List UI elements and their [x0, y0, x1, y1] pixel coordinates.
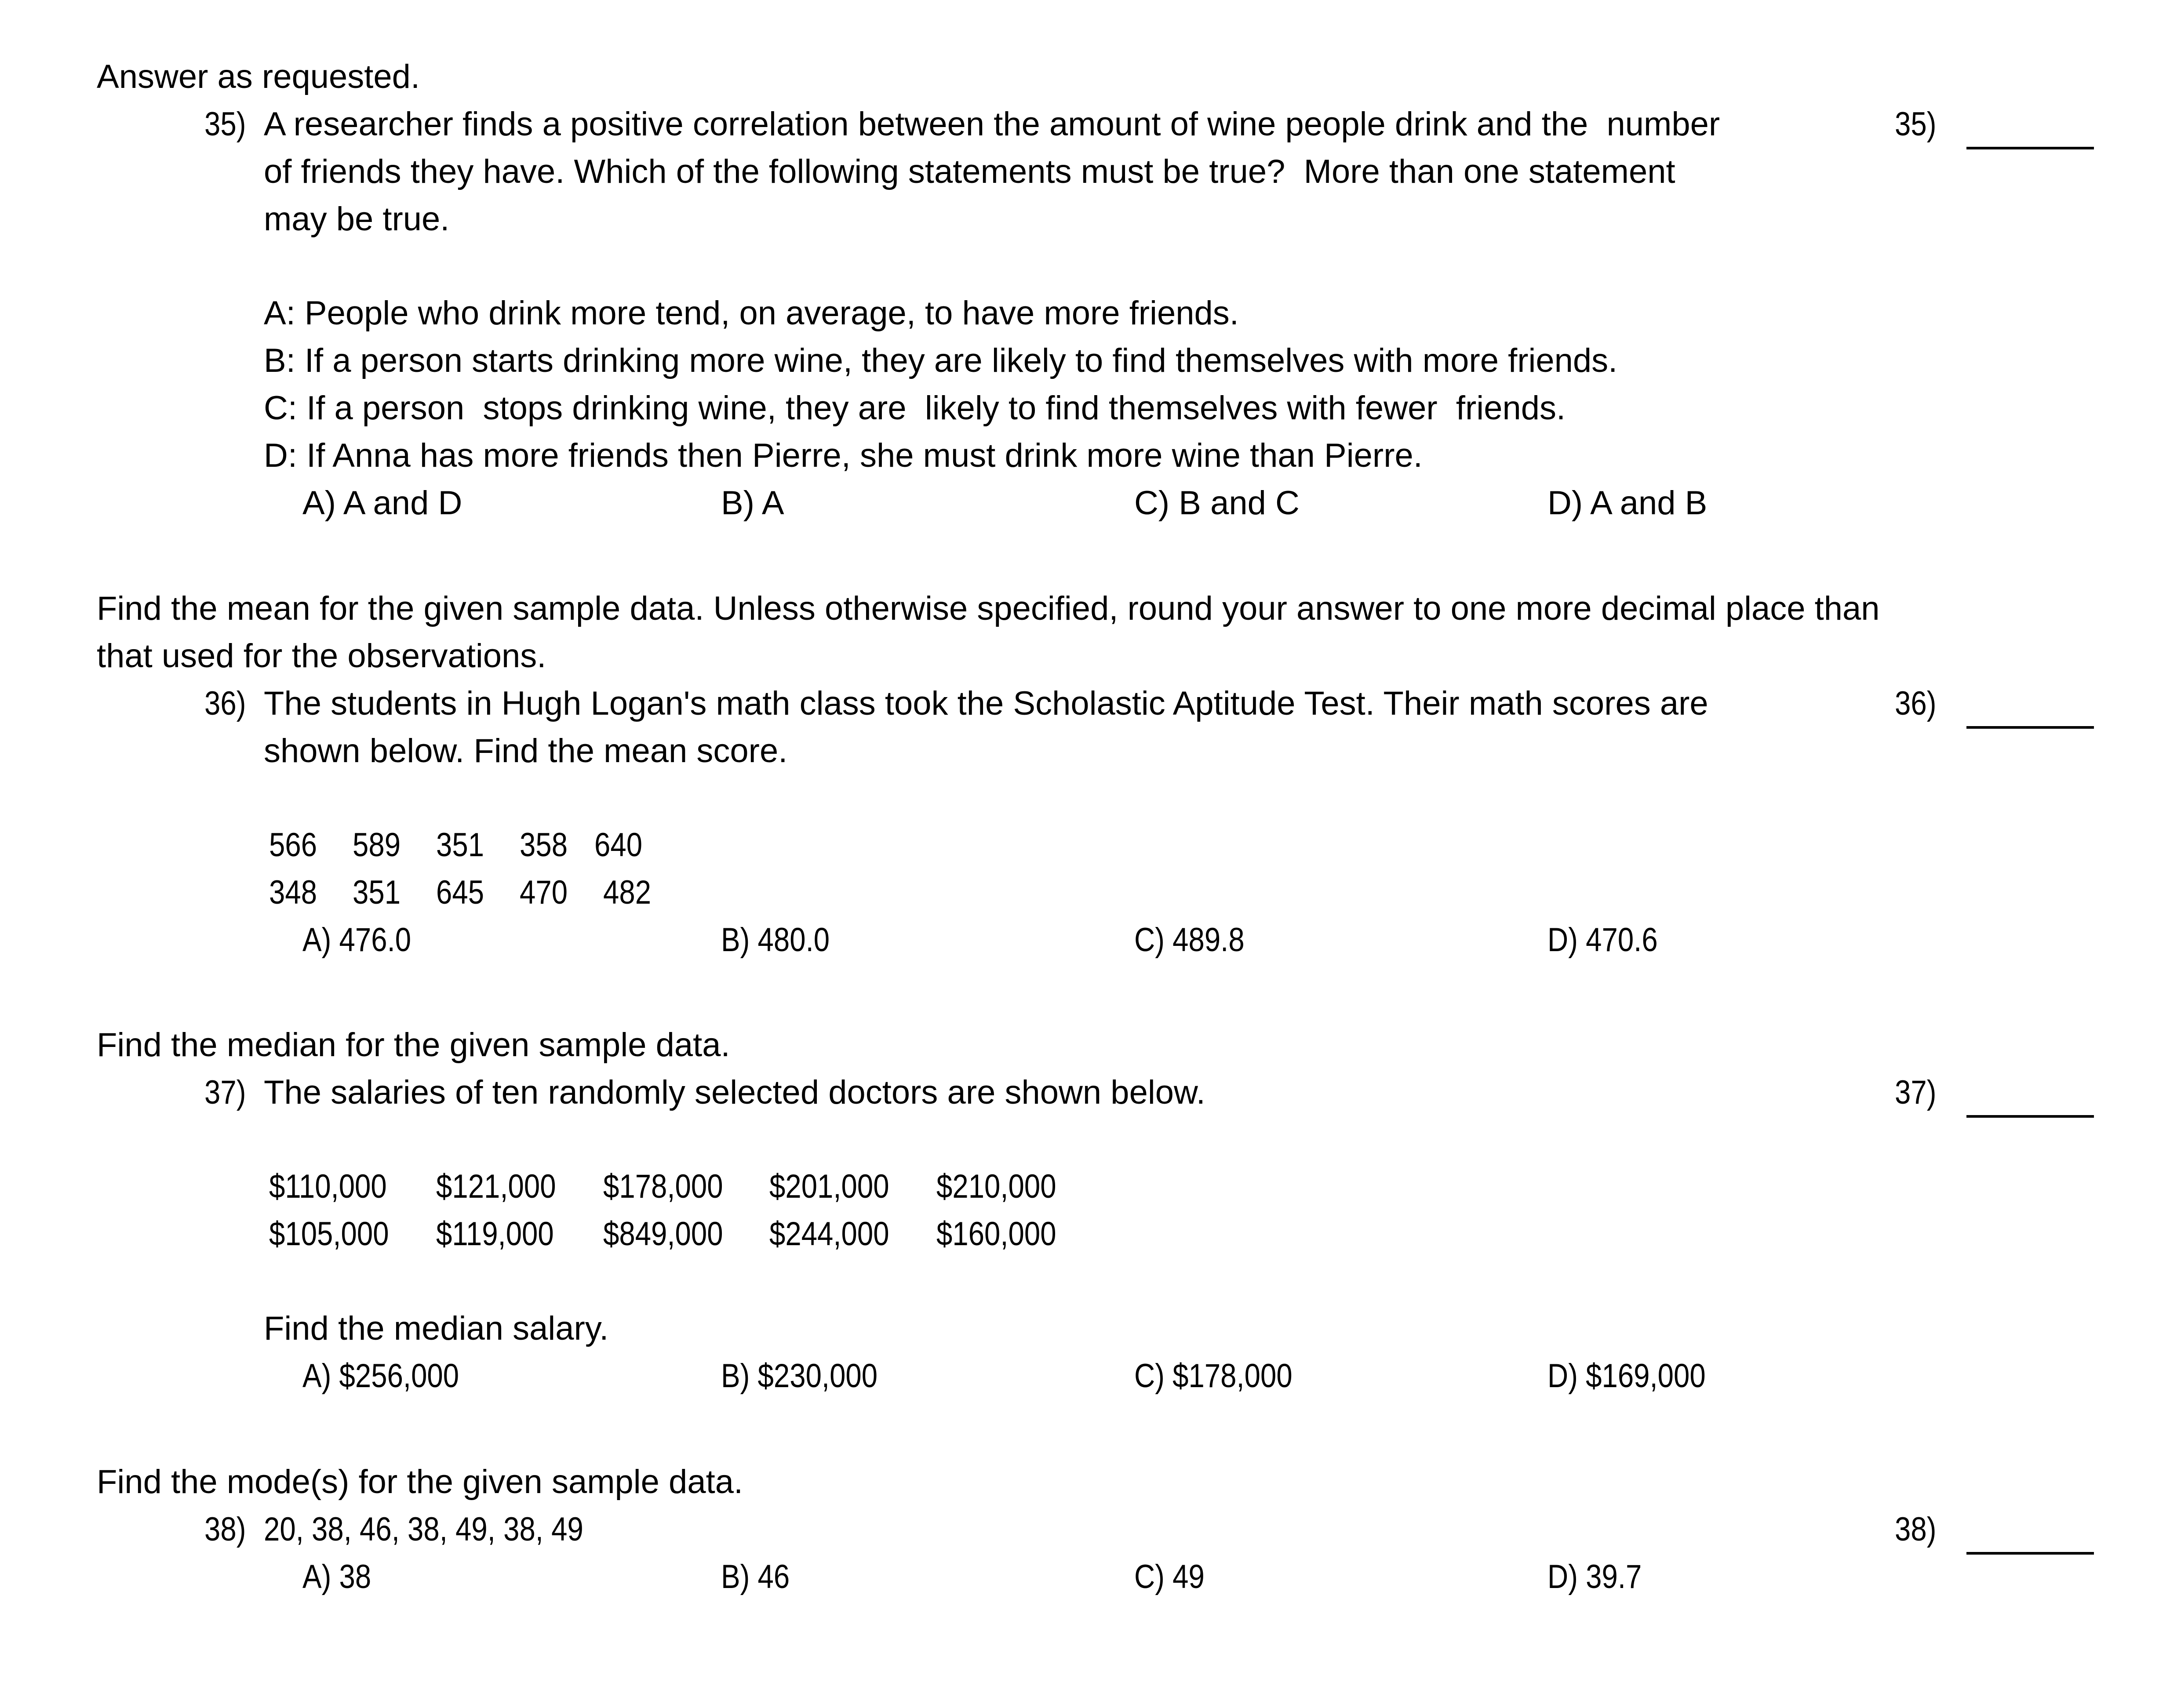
data-value: $110,000 [269, 1168, 387, 1205]
data-value: 645 [436, 874, 484, 911]
answer-blank[interactable] [1966, 1115, 2094, 1118]
data-value: $244,000 [769, 1215, 889, 1253]
section-instruction: Find the mode(s) for the given sample data. [97, 1463, 743, 1501]
choice-b[interactable]: B) A [721, 484, 784, 522]
choice-a[interactable]: A) $256,000 [302, 1357, 459, 1395]
choice-b[interactable]: B) $230,000 [721, 1357, 878, 1395]
choice-b[interactable]: B) 480.0 [721, 921, 830, 959]
margin-question-number: 36) [1895, 685, 1937, 722]
question-stem: may be true. [264, 200, 450, 238]
choice-a[interactable]: A) 476.0 [302, 921, 411, 959]
statement: A: People who drink more tend, on average, to have more friends. [264, 294, 1239, 332]
data-value: $201,000 [769, 1168, 889, 1205]
choice-d[interactable]: D) A and B [1547, 484, 1708, 522]
data-value: $849,000 [603, 1215, 723, 1253]
data-value: 348 [269, 874, 317, 911]
question-followup: Find the median salary. [264, 1310, 609, 1347]
section-instruction: that used for the observations. [97, 637, 546, 675]
question-stem: A researcher finds a positive correlation between the amount of wine people drink and the number [264, 105, 1720, 143]
data-value: 482 [603, 874, 652, 911]
statement: C: If a person stops drinking wine, they are likely to find themselves with fewer friends. [264, 389, 1566, 427]
choice-a[interactable]: A) 38 [302, 1558, 371, 1595]
question-number: 38) [204, 1511, 246, 1548]
margin-question-number: 37) [1895, 1074, 1937, 1111]
section-instruction: Find the mean for the given sample data. Unless otherwise specified, round your answer to one more decimal place than [97, 590, 1880, 627]
data-value: $160,000 [936, 1215, 1056, 1253]
data-value: 351 [353, 874, 401, 911]
data-value: $121,000 [436, 1168, 556, 1205]
choice-d[interactable]: D) 39.7 [1547, 1558, 1642, 1595]
data-value: $210,000 [936, 1168, 1056, 1205]
margin-question-number: 38) [1895, 1511, 1937, 1548]
choice-a[interactable]: A) A and D [302, 484, 462, 522]
data-value: 358 [520, 826, 568, 864]
choice-c[interactable]: C) 49 [1134, 1558, 1205, 1595]
question-number: 35) [204, 105, 246, 143]
data-value: $119,000 [436, 1215, 554, 1253]
section-instruction: Find the median for the given sample data. [97, 1026, 730, 1064]
answer-blank[interactable] [1966, 726, 2094, 729]
statement: D: If Anna has more friends then Pierre, she must drink more wine than Pierre. [264, 437, 1423, 474]
question-stem: 20, 38, 46, 38, 49, 38, 49 [264, 1511, 583, 1548]
answer-blank[interactable] [1966, 1552, 2094, 1555]
answer-blank[interactable] [1966, 147, 2094, 149]
choice-d[interactable]: D) 470.6 [1547, 921, 1658, 959]
data-value: $178,000 [603, 1168, 723, 1205]
question-number: 36) [204, 685, 246, 722]
choice-c[interactable]: C) 489.8 [1134, 921, 1245, 959]
data-value: 470 [520, 874, 568, 911]
question-number: 37) [204, 1074, 246, 1111]
choice-b[interactable]: B) 46 [721, 1558, 790, 1595]
data-value: 589 [353, 826, 401, 864]
statement: B: If a person starts drinking more wine, they are likely to find themselves with more friends. [264, 342, 1618, 379]
data-value: 640 [594, 826, 643, 864]
question-stem: of friends they have. Which of the following statements must be true? More than one statement [264, 153, 1675, 190]
question-stem: The salaries of ten randomly selected doctors are shown below. [264, 1074, 1205, 1111]
choice-c[interactable]: C) $178,000 [1134, 1357, 1292, 1395]
choice-d[interactable]: D) $169,000 [1547, 1357, 1706, 1395]
data-value: 351 [436, 826, 484, 864]
data-value: $105,000 [269, 1215, 389, 1253]
section-instruction: Answer as requested. [97, 58, 420, 95]
data-value: 566 [269, 826, 317, 864]
choice-c[interactable]: C) B and C [1134, 484, 1300, 522]
question-stem: The students in Hugh Logan's math class took the Scholastic Aptitude Test. Their math scores are [264, 685, 1708, 722]
margin-question-number: 35) [1895, 105, 1937, 143]
question-stem: shown below. Find the mean score. [264, 732, 788, 770]
